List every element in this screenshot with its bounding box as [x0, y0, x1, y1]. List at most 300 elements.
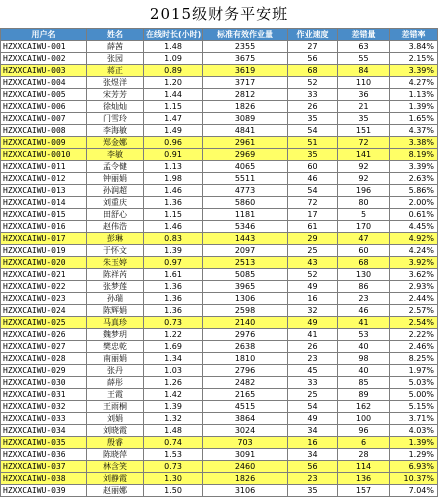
cell-error-rate[interactable]: 5.00%: [390, 389, 438, 401]
cell-name[interactable]: 徐灿灿: [87, 101, 144, 113]
cell-errors[interactable]: 136: [338, 473, 390, 485]
cell-online-hours[interactable]: 1.39: [144, 245, 203, 257]
cell-online-hours[interactable]: 1.42: [144, 389, 203, 401]
cell-name[interactable]: 张煜洋: [87, 77, 144, 89]
cell-error-rate[interactable]: 3.38%: [390, 137, 438, 149]
cell-errors[interactable]: 40: [338, 341, 390, 353]
cell-username[interactable]: HZXXCAIWU-023: [1, 293, 87, 305]
cell-errors[interactable]: 92: [338, 173, 390, 185]
cell-name[interactable]: 张梦莲: [87, 281, 144, 293]
cell-errors[interactable]: 40: [338, 365, 390, 377]
table-row: [1, 305, 438, 317]
cell-username[interactable]: HZXXCAIWU-025: [1, 317, 87, 329]
cell-error-rate[interactable]: 4.24%: [390, 245, 438, 257]
table-body: [1, 41, 438, 497]
cell-standard-volume[interactable]: 4773: [203, 185, 288, 197]
cell-errors[interactable]: 41: [338, 317, 390, 329]
cell-standard-volume[interactable]: 2969: [203, 149, 288, 161]
cell-speed[interactable]: 43: [288, 257, 338, 269]
header-row: [1, 29, 438, 41]
cell-speed[interactable]: 23: [288, 353, 338, 365]
cell-speed[interactable]: 27: [288, 41, 338, 53]
table-row: [1, 461, 438, 473]
cell-username[interactable]: HZXXCAIWU-003: [1, 65, 87, 77]
cell-name[interactable]: 彭琳: [87, 233, 144, 245]
cell-errors[interactable]: 63: [338, 41, 390, 53]
cell-username[interactable]: HZXXCAIWU-007: [1, 113, 87, 125]
cell-username[interactable]: HZXXCAIWU-014: [1, 197, 87, 209]
cell-speed[interactable]: 35: [288, 485, 338, 497]
cell-error-rate[interactable]: 1.29%: [390, 449, 438, 461]
cell-errors[interactable]: 98: [338, 353, 390, 365]
cell-name[interactable]: 门雪玲: [87, 113, 144, 125]
table-row: [1, 389, 438, 401]
cell-speed[interactable]: 60: [288, 161, 338, 173]
cell-error-rate[interactable]: 2.54%: [390, 317, 438, 329]
cell-standard-volume[interactable]: 3619: [203, 65, 288, 77]
cell-standard-volume[interactable]: 3024: [203, 425, 288, 437]
cell-error-rate[interactable]: 2.57%: [390, 305, 438, 317]
cell-username[interactable]: HZXXCAIWU-015: [1, 209, 87, 221]
table-row: [1, 437, 438, 449]
cell-name[interactable]: 陈晓萍: [87, 449, 144, 461]
cell-errors[interactable]: 23: [338, 293, 390, 305]
table-row: [1, 221, 438, 233]
cell-error-rate[interactable]: 1.39%: [390, 437, 438, 449]
cell-errors[interactable]: 157: [338, 485, 390, 497]
cell-errors[interactable]: 196: [338, 185, 390, 197]
table-row: [1, 173, 438, 185]
table-row: [1, 353, 438, 365]
cell-username[interactable]: HZXXCAIWU-036: [1, 449, 87, 461]
cell-error-rate[interactable]: 1.97%: [390, 365, 438, 377]
table-row: [1, 101, 438, 113]
cell-username[interactable]: HZXXCAIWU-030: [1, 377, 87, 389]
cell-errors[interactable]: 21: [338, 101, 390, 113]
table-row: [1, 329, 438, 341]
cell-username[interactable]: HZXXCAIWU-035: [1, 437, 87, 449]
cell-errors[interactable]: 46: [338, 305, 390, 317]
cell-standard-volume[interactable]: 1810: [203, 353, 288, 365]
cell-speed[interactable]: 52: [288, 77, 338, 89]
cell-error-rate[interactable]: 4.45%: [390, 221, 438, 233]
table-row: [1, 197, 438, 209]
cell-username[interactable]: HZXXCAIWU-001: [1, 41, 87, 53]
cell-online-hours[interactable]: 1.36: [144, 197, 203, 209]
cell-online-hours[interactable]: 1.36: [144, 281, 203, 293]
col-header-errors[interactable]: 差错量: [338, 29, 390, 41]
cell-name[interactable]: 刘重庆: [87, 197, 144, 209]
cell-error-rate[interactable]: 3.39%: [390, 65, 438, 77]
cell-name[interactable]: 王雨桐: [87, 401, 144, 413]
cell-online-hours[interactable]: 1.03: [144, 365, 203, 377]
cell-standard-volume[interactable]: 2796: [203, 365, 288, 377]
cell-online-hours[interactable]: 1.36: [144, 293, 203, 305]
cell-username[interactable]: HZXXCAIWU-033: [1, 413, 87, 425]
cell-errors[interactable]: 114: [338, 461, 390, 473]
cell-online-hours[interactable]: 0.91: [144, 149, 203, 161]
cell-online-hours[interactable]: 1.22: [144, 329, 203, 341]
cell-error-rate[interactable]: 10.37%: [390, 473, 438, 485]
table-row: [1, 245, 438, 257]
cell-speed[interactable]: 33: [288, 89, 338, 101]
cell-errors[interactable]: 6: [338, 437, 390, 449]
cell-username[interactable]: HZXXCAIWU-013: [1, 185, 87, 197]
cell-error-rate[interactable]: 3.84%: [390, 41, 438, 53]
cell-standard-volume[interactable]: 3089: [203, 113, 288, 125]
cell-name[interactable]: 张丹: [87, 365, 144, 377]
cell-name[interactable]: 赵伟浩: [87, 221, 144, 233]
cell-errors[interactable]: 68: [338, 257, 390, 269]
cell-name[interactable]: 蒋正: [87, 65, 144, 77]
cell-username[interactable]: HZXXCAIWU-026: [1, 329, 87, 341]
cell-standard-volume[interactable]: 1306: [203, 293, 288, 305]
cell-standard-volume[interactable]: 2513: [203, 257, 288, 269]
cell-error-rate[interactable]: 4.37%: [390, 125, 438, 137]
cell-username[interactable]: HZXXCAIWU-022: [1, 281, 87, 293]
cell-username[interactable]: HZXXCAIWU-029: [1, 365, 87, 377]
cell-standard-volume[interactable]: 2165: [203, 389, 288, 401]
cell-standard-volume[interactable]: 2482: [203, 377, 288, 389]
cell-name[interactable]: 孟令健: [87, 161, 144, 173]
cell-speed[interactable]: 16: [288, 293, 338, 305]
cell-online-hours[interactable]: 1.09: [144, 53, 203, 65]
cell-name[interactable]: 孙润超: [87, 185, 144, 197]
table-row: [1, 365, 438, 377]
cell-standard-volume[interactable]: 1826: [203, 101, 288, 113]
cell-online-hours[interactable]: 1.53: [144, 449, 203, 461]
cell-errors[interactable]: 162: [338, 401, 390, 413]
cell-name[interactable]: 孙瑞: [87, 293, 144, 305]
cell-standard-volume[interactable]: 3864: [203, 413, 288, 425]
cell-online-hours[interactable]: 0.97: [144, 257, 203, 269]
cell-speed[interactable]: 25: [288, 245, 338, 257]
cell-error-rate[interactable]: 3.92%: [390, 257, 438, 269]
data-table: [0, 28, 438, 497]
cell-username[interactable]: HZXXCAIWU-038: [1, 473, 87, 485]
cell-speed[interactable]: 33: [288, 377, 338, 389]
cell-online-hours[interactable]: 0.74: [144, 437, 203, 449]
cell-name[interactable]: 张园: [87, 53, 144, 65]
cell-online-hours[interactable]: 0.89: [144, 65, 203, 77]
cell-speed[interactable]: 68: [288, 65, 338, 77]
cell-standard-volume[interactable]: 2355: [203, 41, 288, 53]
cell-speed[interactable]: 56: [288, 53, 338, 65]
cell-name[interactable]: 李海敏: [87, 125, 144, 137]
col-header-speed[interactable]: 作业速度: [288, 29, 338, 41]
col-header-username[interactable]: 用户名: [1, 29, 87, 41]
cell-username[interactable]: HZXXCAIWU-011: [1, 161, 87, 173]
cell-speed[interactable]: 34: [288, 425, 338, 437]
cell-username[interactable]: HZXXCAIWU-019: [1, 245, 87, 257]
cell-errors[interactable]: 35: [338, 113, 390, 125]
table-row: [1, 281, 438, 293]
cell-errors[interactable]: 55: [338, 53, 390, 65]
cell-error-rate[interactable]: 2.63%: [390, 173, 438, 185]
cell-speed[interactable]: 49: [288, 317, 338, 329]
cell-standard-volume[interactable]: 3717: [203, 77, 288, 89]
cell-username[interactable]: HZXXCAIWU-027: [1, 341, 87, 353]
cell-speed[interactable]: 16: [288, 437, 338, 449]
table-row: [1, 149, 438, 161]
cell-online-hours[interactable]: 0.83: [144, 233, 203, 245]
cell-online-hours[interactable]: 1.61: [144, 269, 203, 281]
cell-error-rate[interactable]: 3.39%: [390, 161, 438, 173]
cell-name[interactable]: 陈辉娟: [87, 305, 144, 317]
cell-standard-volume[interactable]: 2812: [203, 89, 288, 101]
cell-online-hours[interactable]: 1.49: [144, 125, 203, 137]
cell-online-hours[interactable]: 1.34: [144, 353, 203, 365]
cell-online-hours[interactable]: 1.36: [144, 305, 203, 317]
table-row: [1, 185, 438, 197]
cell-username[interactable]: HZXXCAIWU-009: [1, 137, 87, 149]
cell-username[interactable]: HZXXCAIWU-008: [1, 125, 87, 137]
cell-errors[interactable]: 170: [338, 221, 390, 233]
cell-speed[interactable]: 54: [288, 401, 338, 413]
cell-error-rate[interactable]: 2.44%: [390, 293, 438, 305]
cell-speed[interactable]: 35: [288, 149, 338, 161]
cell-standard-volume[interactable]: 4515: [203, 401, 288, 413]
cell-name[interactable]: 钟丽娟: [87, 173, 144, 185]
cell-standard-volume[interactable]: 4065: [203, 161, 288, 173]
table-row: [1, 473, 438, 485]
cell-username[interactable]: HZXXCAIWU-0010: [1, 149, 87, 161]
cell-error-rate[interactable]: 8.25%: [390, 353, 438, 365]
cell-errors[interactable]: 47: [338, 233, 390, 245]
cell-standard-volume[interactable]: 3965: [203, 281, 288, 293]
cell-error-rate[interactable]: 4.03%: [390, 425, 438, 437]
cell-online-hours[interactable]: 1.46: [144, 185, 203, 197]
cell-username[interactable]: HZXXCAIWU-032: [1, 401, 87, 413]
cell-error-rate[interactable]: 2.15%: [390, 53, 438, 65]
cell-name[interactable]: 田舒心: [87, 209, 144, 221]
cell-speed[interactable]: 34: [288, 449, 338, 461]
col-header-online-hours[interactable]: 在线时长(小时): [144, 29, 203, 41]
cell-errors[interactable]: 89: [338, 389, 390, 401]
cell-speed[interactable]: 26: [288, 101, 338, 113]
cell-error-rate[interactable]: 6.93%: [390, 461, 438, 473]
cell-standard-volume[interactable]: 4841: [203, 125, 288, 137]
cell-online-hours[interactable]: 1.15: [144, 101, 203, 113]
cell-username[interactable]: HZXXCAIWU-020: [1, 257, 87, 269]
cell-speed[interactable]: 26: [288, 341, 338, 353]
cell-speed[interactable]: 56: [288, 461, 338, 473]
cell-speed[interactable]: 61: [288, 221, 338, 233]
cell-online-hours[interactable]: 0.96: [144, 137, 203, 149]
cell-online-hours[interactable]: 1.20: [144, 77, 203, 89]
cell-speed[interactable]: 29: [288, 233, 338, 245]
cell-name[interactable]: 殷睿: [87, 437, 144, 449]
cell-online-hours[interactable]: 1.48: [144, 425, 203, 437]
table-row: [1, 41, 438, 53]
cell-error-rate[interactable]: 5.03%: [390, 377, 438, 389]
cell-username[interactable]: HZXXCAIWU-004: [1, 77, 87, 89]
cell-speed[interactable]: 45: [288, 365, 338, 377]
col-header-standard-volume[interactable]: 标准有效作业量: [203, 29, 288, 41]
table-row: [1, 125, 438, 137]
cell-errors[interactable]: 110: [338, 77, 390, 89]
table-row: [1, 425, 438, 437]
cell-username[interactable]: HZXXCAIWU-012: [1, 173, 87, 185]
cell-online-hours[interactable]: 1.30: [144, 473, 203, 485]
table-row: [1, 77, 438, 89]
cell-username[interactable]: HZXXCAIWU-024: [1, 305, 87, 317]
cell-speed[interactable]: 25: [288, 389, 338, 401]
cell-name[interactable]: 刘娟: [87, 413, 144, 425]
cell-standard-volume[interactable]: 2140: [203, 317, 288, 329]
cell-username[interactable]: HZXXCAIWU-005: [1, 89, 87, 101]
cell-error-rate[interactable]: 3.71%: [390, 413, 438, 425]
cell-errors[interactable]: 80: [338, 197, 390, 209]
cell-standard-volume[interactable]: 3106: [203, 485, 288, 497]
col-header-name[interactable]: 姓名: [87, 29, 144, 41]
cell-standard-volume[interactable]: 1181: [203, 209, 288, 221]
cell-online-hours[interactable]: 1.13: [144, 161, 203, 173]
cell-speed[interactable]: 41: [288, 329, 338, 341]
cell-username[interactable]: HZXXCAIWU-021: [1, 269, 87, 281]
cell-online-hours[interactable]: 1.32: [144, 413, 203, 425]
cell-errors[interactable]: 85: [338, 377, 390, 389]
cell-standard-volume[interactable]: 2976: [203, 329, 288, 341]
cell-error-rate[interactable]: 2.22%: [390, 329, 438, 341]
cell-online-hours[interactable]: 1.98: [144, 173, 203, 185]
cell-online-hours[interactable]: 1.50: [144, 485, 203, 497]
cell-error-rate[interactable]: 4.27%: [390, 77, 438, 89]
cell-online-hours[interactable]: 0.73: [144, 317, 203, 329]
cell-standard-volume[interactable]: 2097: [203, 245, 288, 257]
table-row: [1, 341, 438, 353]
table-row: [1, 257, 438, 269]
cell-error-rate[interactable]: 4.92%: [390, 233, 438, 245]
cell-name[interactable]: 刘晓霞: [87, 425, 144, 437]
cell-speed[interactable]: 35: [288, 113, 338, 125]
cell-standard-volume[interactable]: 2598: [203, 305, 288, 317]
cell-standard-volume[interactable]: 1443: [203, 233, 288, 245]
cell-name[interactable]: 刘静霞: [87, 473, 144, 485]
cell-name[interactable]: 林含笑: [87, 461, 144, 473]
cell-name[interactable]: 南丽娟: [87, 353, 144, 365]
cell-username[interactable]: HZXXCAIWU-002: [1, 53, 87, 65]
cell-error-rate[interactable]: 2.00%: [390, 197, 438, 209]
cell-errors[interactable]: 100: [338, 413, 390, 425]
cell-errors[interactable]: 151: [338, 125, 390, 137]
cell-error-rate[interactable]: 0.61%: [390, 209, 438, 221]
cell-standard-volume[interactable]: 3675: [203, 53, 288, 65]
cell-speed[interactable]: 54: [288, 185, 338, 197]
cell-error-rate[interactable]: 1.13%: [390, 89, 438, 101]
cell-username[interactable]: HZXXCAIWU-034: [1, 425, 87, 437]
cell-standard-volume[interactable]: 2961: [203, 137, 288, 149]
cell-speed[interactable]: 32: [288, 305, 338, 317]
cell-name[interactable]: 王霞: [87, 389, 144, 401]
cell-username[interactable]: HZXXCAIWU-037: [1, 461, 87, 473]
cell-errors[interactable]: 84: [338, 65, 390, 77]
cell-error-rate[interactable]: 1.65%: [390, 113, 438, 125]
cell-speed[interactable]: 72: [288, 197, 338, 209]
cell-error-rate[interactable]: 5.15%: [390, 401, 438, 413]
cell-standard-volume[interactable]: 2638: [203, 341, 288, 353]
cell-standard-volume[interactable]: 5346: [203, 221, 288, 233]
cell-errors[interactable]: 60: [338, 245, 390, 257]
cell-name[interactable]: 樊忠乾: [87, 341, 144, 353]
cell-error-rate[interactable]: 2.93%: [390, 281, 438, 293]
cell-online-hours[interactable]: 1.15: [144, 209, 203, 221]
cell-error-rate[interactable]: 2.46%: [390, 341, 438, 353]
cell-errors[interactable]: 141: [338, 149, 390, 161]
cell-name[interactable]: 马真珍: [87, 317, 144, 329]
cell-standard-volume[interactable]: 1826: [203, 473, 288, 485]
cell-errors[interactable]: 96: [338, 425, 390, 437]
cell-standard-volume[interactable]: 3091: [203, 449, 288, 461]
cell-name[interactable]: 魏梦玥: [87, 329, 144, 341]
cell-name[interactable]: 朱玉婷: [87, 257, 144, 269]
col-header-error-rate[interactable]: 差错率: [390, 29, 438, 41]
table-row: [1, 401, 438, 413]
cell-username[interactable]: HZXXCAIWU-017: [1, 233, 87, 245]
cell-speed[interactable]: 46: [288, 173, 338, 185]
cell-name[interactable]: 薛彤: [87, 377, 144, 389]
cell-online-hours[interactable]: 1.69: [144, 341, 203, 353]
cell-online-hours[interactable]: 1.46: [144, 221, 203, 233]
cell-name[interactable]: 赵丽娜: [87, 485, 144, 497]
cell-error-rate[interactable]: 8.19%: [390, 149, 438, 161]
cell-online-hours[interactable]: 1.48: [144, 41, 203, 53]
cell-speed[interactable]: 17: [288, 209, 338, 221]
cell-username[interactable]: HZXXCAIWU-006: [1, 101, 87, 113]
cell-online-hours[interactable]: 1.47: [144, 113, 203, 125]
cell-speed[interactable]: 51: [288, 137, 338, 149]
cell-name[interactable]: 陈祥芮: [87, 269, 144, 281]
cell-online-hours[interactable]: 1.44: [144, 89, 203, 101]
cell-errors[interactable]: 92: [338, 161, 390, 173]
cell-name[interactable]: 郑金娜: [87, 137, 144, 149]
cell-username[interactable]: HZXXCAIWU-031: [1, 389, 87, 401]
cell-username[interactable]: HZXXCAIWU-028: [1, 353, 87, 365]
cell-errors[interactable]: 5: [338, 209, 390, 221]
cell-standard-volume[interactable]: 5860: [203, 197, 288, 209]
cell-standard-volume[interactable]: 2460: [203, 461, 288, 473]
cell-errors[interactable]: 28: [338, 449, 390, 461]
cell-name[interactable]: 薛茜: [87, 41, 144, 53]
cell-speed[interactable]: 52: [288, 269, 338, 281]
cell-name[interactable]: 李敏: [87, 149, 144, 161]
cell-errors[interactable]: 86: [338, 281, 390, 293]
cell-error-rate[interactable]: 7.04%: [390, 485, 438, 497]
cell-errors[interactable]: 72: [338, 137, 390, 149]
cell-standard-volume[interactable]: 5085: [203, 269, 288, 281]
cell-name[interactable]: 宋芳芳: [87, 89, 144, 101]
cell-errors[interactable]: 53: [338, 329, 390, 341]
cell-standard-volume[interactable]: 703: [203, 437, 288, 449]
cell-username[interactable]: HZXXCAIWU-016: [1, 221, 87, 233]
cell-error-rate[interactable]: 3.62%: [390, 269, 438, 281]
cell-error-rate[interactable]: 5.86%: [390, 185, 438, 197]
cell-standard-volume[interactable]: 5511: [203, 173, 288, 185]
table-row: [1, 413, 438, 425]
cell-online-hours[interactable]: 1.39: [144, 401, 203, 413]
cell-speed[interactable]: 54: [288, 125, 338, 137]
cell-errors[interactable]: 130: [338, 269, 390, 281]
cell-error-rate[interactable]: 1.39%: [390, 101, 438, 113]
cell-speed[interactable]: 49: [288, 281, 338, 293]
cell-speed[interactable]: 23: [288, 473, 338, 485]
cell-online-hours[interactable]: 0.73: [144, 461, 203, 473]
cell-name[interactable]: 于怀文: [87, 245, 144, 257]
cell-speed[interactable]: 49: [288, 413, 338, 425]
cell-online-hours[interactable]: 1.26: [144, 377, 203, 389]
cell-errors[interactable]: 36: [338, 89, 390, 101]
cell-username[interactable]: HZXXCAIWU-039: [1, 485, 87, 497]
